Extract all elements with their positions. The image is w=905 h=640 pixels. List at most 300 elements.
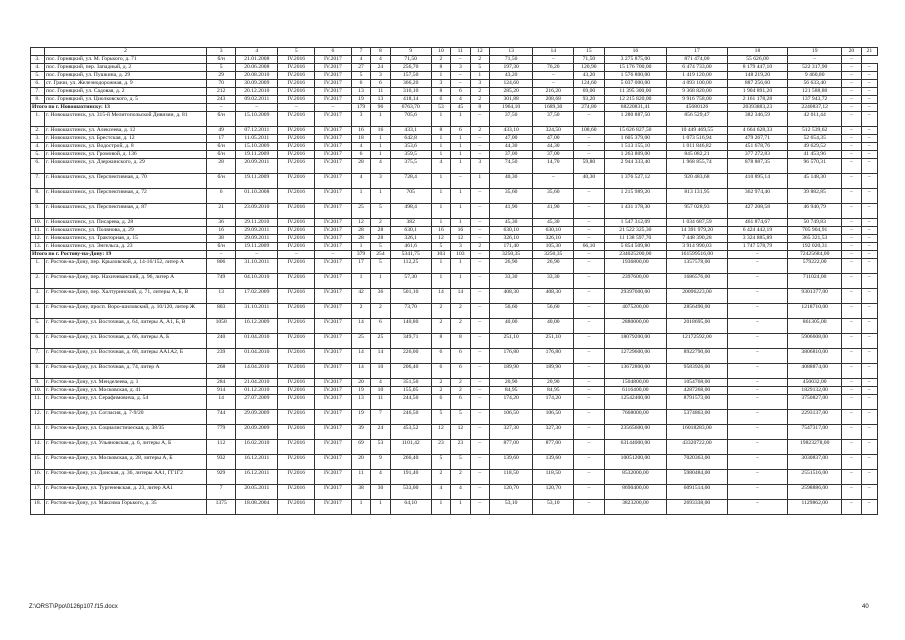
table-cell: IV.2017	[315, 204, 352, 219]
table-cell: 239	[207, 349, 236, 364]
table-cell: 5 854 509,80	[604, 243, 667, 251]
table-cell: 10051200,00	[604, 455, 667, 470]
table-row	[31, 364, 878, 379]
table-cell: 877,00	[490, 440, 533, 455]
table-cell: 20393883,23	[727, 104, 788, 112]
table-cell: 25	[371, 334, 390, 349]
column-number-cell: 4	[236, 48, 278, 56]
table-cell: –	[574, 235, 604, 243]
table-cell: –	[574, 189, 604, 204]
table-cell: –	[861, 219, 877, 227]
table-cell: 453,52	[390, 425, 431, 440]
table-cell: 73,70	[390, 304, 431, 319]
table-row	[31, 143, 878, 151]
table-cell: –	[861, 304, 877, 319]
table-cell: –	[574, 470, 604, 485]
table-cell: 20.09.2011	[236, 159, 278, 174]
table-cell: –	[470, 425, 489, 440]
table-cell: –	[470, 440, 489, 455]
table-cell: 2	[470, 88, 489, 96]
table-cell: 2	[371, 219, 390, 227]
table-cell: 5980484,00	[667, 470, 728, 485]
footer-file-path: Z:\ORST\Ppo\0126p107.f15.docx	[29, 604, 118, 610]
table-cell: –	[842, 349, 861, 364]
table-cell: 21	[207, 204, 236, 219]
table-row	[31, 243, 878, 251]
table-cell: 24	[371, 64, 390, 72]
table-cell: IV.2016	[278, 135, 315, 143]
table-cell: 11.	[31, 395, 45, 410]
column-number-cell: 13	[490, 48, 533, 56]
table-cell: –	[727, 304, 788, 319]
address-cell: г. Новошахтинск, ул. Перспективная, д. 70	[45, 174, 207, 189]
table-cell: IV.2017	[315, 440, 352, 455]
table-cell: 8532000,00	[604, 470, 667, 485]
table-cell: IV.2016	[278, 259, 315, 274]
table-row	[31, 219, 878, 227]
table-cell: 246,50	[390, 410, 431, 425]
table-cell: 43320722,00	[667, 440, 728, 455]
table-row	[31, 135, 878, 143]
table-cell: 5	[470, 64, 489, 72]
table-cell: 2.	[31, 274, 45, 289]
table-cell: 2	[451, 470, 470, 485]
table-cell: 5341,75	[390, 251, 431, 259]
address-cell: г. Ростов-на-Дону, ул. Тургеневская, д. 23, литер АА1	[45, 485, 207, 500]
table-cell: 41 453,96	[788, 151, 842, 159]
table-cell: 20.09.2009	[236, 425, 278, 440]
address-cell: пос. Горняцкий, ул. Садовая, д. 2	[45, 88, 207, 96]
table-cell: IV.2017	[315, 64, 352, 72]
table-row	[31, 159, 878, 174]
table-cell: 6	[451, 364, 470, 379]
address-cell: г. Новошахтинск, ул. Энгельса, д. 23	[45, 243, 207, 251]
table-cell: IV.2016	[278, 189, 315, 204]
table-cell: –	[842, 151, 861, 159]
table-cell: IV.2017	[315, 56, 352, 64]
table-cell: 13	[351, 395, 370, 410]
table-cell: 120,70	[490, 485, 533, 500]
table-cell: 6	[371, 80, 390, 88]
table-cell: 20	[351, 379, 370, 387]
table-cell: 29397600,00	[604, 289, 667, 304]
table-cell: –	[861, 274, 877, 289]
table-cell: 174,20	[490, 395, 533, 410]
table-cell: 17	[351, 259, 370, 274]
table-cell: 920 483,68	[667, 174, 728, 189]
table-cell: 12	[431, 425, 450, 440]
table-row	[31, 485, 878, 500]
column-number-cell: 15	[574, 48, 604, 56]
address-cell: г. Новошахтинск, ул. Перспективная, д. 87	[45, 204, 207, 219]
table-cell: 5 037 000,00	[604, 80, 667, 88]
table-cell: 1	[451, 219, 470, 227]
table-cell: 12.	[31, 410, 45, 425]
table-cell: 120,70	[533, 485, 574, 500]
table-cell: –	[574, 379, 604, 387]
table-cell: 47,00	[533, 135, 574, 143]
table-cell: 2693338,00	[667, 500, 728, 515]
table-cell: 6.	[31, 159, 45, 174]
table-row	[31, 470, 878, 485]
table-cell: –	[574, 425, 604, 440]
table-cell: 7547317,00	[788, 425, 842, 440]
table-cell: –	[574, 274, 604, 289]
table-cell: –	[574, 410, 604, 425]
table-cell: –	[727, 500, 788, 515]
table-cell: –	[470, 235, 489, 243]
address-cell: г. Ростов-на-Дону, ул. Московская, д. 28, литеры А, Б	[45, 455, 207, 470]
column-number-cell: 2	[45, 48, 207, 56]
table-cell: IV.2017	[315, 455, 352, 470]
table-cell: 14.	[31, 440, 45, 455]
column-number-cell: 7	[351, 48, 370, 56]
table-cell: –	[842, 395, 861, 410]
table-cell: –	[727, 455, 788, 470]
table-cell: –	[842, 80, 861, 88]
table-cell: –	[842, 470, 861, 485]
address-cell: г. Ростов-на-Дону, ул. Социалистическая, д. 38/35	[45, 425, 207, 440]
table-cell: 37,00	[533, 151, 574, 159]
table-cell: 1 011 846,82	[667, 143, 728, 151]
table-row	[31, 334, 878, 349]
table-cell: 254	[371, 251, 390, 259]
table-cell: 6	[431, 364, 450, 379]
table-cell: 124,60	[574, 80, 604, 88]
table-cell: –	[470, 219, 489, 227]
table-cell: 63144000,00	[604, 440, 667, 455]
table-cell: 887 256,60	[727, 80, 788, 88]
table-cell: 6.	[31, 334, 45, 349]
table-cell: –	[315, 104, 352, 112]
table-cell: 362 974,40	[727, 189, 788, 204]
table-cell: –	[861, 104, 877, 112]
table-cell: –	[574, 135, 604, 143]
address-cell: г. Ростов-на-Дону, ул. Московская, д. 41	[45, 387, 207, 395]
table-cell: 9	[371, 455, 390, 470]
table-cell: 705,6	[390, 112, 431, 127]
address-cell: г. Ростов-на-Дону, пер. Нахичеванский, д. 96, литер А	[45, 274, 207, 289]
table-cell: 6	[451, 127, 470, 135]
table-cell: 38	[207, 235, 236, 243]
table-cell: –	[470, 470, 489, 485]
table-cell: 212	[207, 88, 236, 96]
table-cell: 9301377,00	[788, 289, 842, 304]
table-cell: IV.2017	[315, 349, 352, 364]
table-cell: 450032,00	[788, 379, 842, 387]
table-cell: 161599516,00	[667, 251, 728, 259]
table-cell: 14.04.2010	[236, 364, 278, 379]
table-cell: IV.2017	[315, 387, 352, 395]
table-cell: 1.	[31, 112, 45, 127]
table-cell: –	[470, 135, 489, 143]
table-cell: 4088874,00	[788, 364, 842, 379]
table-cell: 28	[351, 227, 370, 235]
table-cell: –	[278, 251, 315, 259]
address-cell: г. Новошахтинск, ул. Дзержинского, д. 29	[45, 159, 207, 174]
table-cell: 6	[451, 349, 470, 364]
table-cell: 56,60	[533, 304, 574, 319]
table-cell: –	[842, 143, 861, 151]
table-cell: IV.2016	[278, 470, 315, 485]
table-cell: 1964,10	[490, 104, 533, 112]
table-cell: –	[574, 440, 604, 455]
table-cell: 8690400,00	[604, 485, 667, 500]
table-cell: 16.	[31, 470, 45, 485]
table-cell: 301,88	[490, 96, 533, 104]
table-cell: 1	[371, 135, 390, 143]
table-cell: IV.2017	[315, 174, 352, 189]
table-cell: 37,00	[490, 151, 533, 159]
table-cell: 29.09.2011	[236, 227, 278, 235]
table-cell: 1	[431, 219, 450, 227]
table-cell: 01.04.2010	[236, 334, 278, 349]
table-cell: 856 529,47	[667, 112, 728, 127]
table-cell: 1	[431, 112, 450, 127]
subtotal-row	[31, 251, 878, 259]
table-cell: 105,30	[533, 243, 574, 251]
table-cell: 2	[470, 243, 489, 251]
table-cell: 5	[431, 455, 450, 470]
table-cell: 179	[351, 104, 370, 112]
table-cell: 408,30	[490, 289, 533, 304]
table-cell: 30.09.2009	[236, 80, 278, 88]
table-cell: –	[727, 319, 788, 334]
table-cell: 11 138 597,70	[604, 235, 667, 243]
table-cell: IV.2017	[315, 485, 352, 500]
table-cell: 56,60	[490, 304, 533, 319]
table-cell: 33,30	[533, 274, 574, 289]
table-cell: 8	[431, 127, 450, 135]
table-cell: 1	[451, 112, 470, 127]
address-cell: г. Ростов-на-Дону, пер. Халтуринский, д. 71, литеры А, Б, В	[45, 289, 207, 304]
table-cell: 189,90	[490, 364, 533, 379]
table-cell: 40,00	[490, 319, 533, 334]
table-cell: –	[727, 379, 788, 387]
table-cell: –	[727, 425, 788, 440]
table-cell: 3	[451, 64, 470, 72]
table-cell: 1	[431, 174, 450, 189]
table-cell: –	[236, 104, 278, 112]
table-cell: 12172592,00	[667, 334, 728, 349]
table-row	[31, 64, 878, 72]
table-cell: 14	[451, 289, 470, 304]
table-cell: 1	[351, 243, 370, 251]
table-cell: 1 073 516,94	[667, 135, 728, 143]
address-cell: г. Ростов-на-Дону, ул. Донская, д. 36, литеры АА1, ГГ1Г2	[45, 470, 207, 485]
column-number-cell: 12	[470, 48, 489, 56]
table-cell: 01.12.2010	[236, 387, 278, 395]
table-cell: 3	[431, 80, 450, 88]
table-cell: 15.	[31, 455, 45, 470]
table-cell: –	[470, 395, 489, 410]
table-cell: –	[727, 251, 788, 259]
table-cell: 121 588,80	[788, 88, 842, 96]
table-cell: 427 208,58	[727, 204, 788, 219]
table-cell: –	[861, 243, 877, 251]
table-cell: IV.2017	[315, 235, 352, 243]
table-cell: –	[842, 274, 861, 289]
table-cell: –	[861, 334, 877, 349]
table-cell: –	[470, 189, 489, 204]
table-cell: 3750827,00	[788, 395, 842, 410]
table-cell: 1	[451, 143, 470, 151]
table-cell: б/н	[207, 143, 236, 151]
table-cell: 18.08.2004	[236, 500, 278, 515]
table-cell: 324,50	[533, 127, 574, 135]
table-cell: 12729600,00	[604, 349, 667, 364]
table-cell: 27	[351, 64, 370, 72]
table-cell: 15 626 827,50	[604, 127, 667, 135]
table-cell: –	[861, 135, 877, 143]
table-cell: 501,10	[390, 289, 431, 304]
subtotal-row	[31, 104, 878, 112]
table-cell: –	[842, 259, 861, 274]
table-cell: IV.2016	[278, 80, 315, 88]
table-cell: 20,90	[490, 379, 533, 387]
table-cell: 42	[351, 289, 370, 304]
table-cell: 377 272,83	[727, 151, 788, 159]
table-cell: 1 513 155,10	[604, 143, 667, 151]
table-cell: 2 944 333,40	[604, 159, 667, 174]
table-cell: –	[842, 204, 861, 219]
table-cell: 375,5	[390, 159, 431, 174]
table-cell: –	[574, 319, 604, 334]
table-cell: 14	[351, 319, 370, 334]
table-cell: –	[470, 274, 489, 289]
table-cell: 3 324 885,89	[727, 235, 788, 243]
table-cell: 56 633,40	[788, 80, 842, 88]
address-cell: ст. Грачи, ул. Железнодорожная, д. 9	[45, 80, 207, 88]
table-cell: 16018283,00	[667, 425, 728, 440]
table-cell: 70	[207, 80, 236, 88]
table-cell: 1	[351, 500, 370, 515]
table-cell: –	[727, 364, 788, 379]
table-cell: 20,90	[533, 379, 574, 387]
table-cell: 705	[390, 189, 431, 204]
table-cell: –	[574, 395, 604, 410]
table-cell: 19	[351, 387, 370, 395]
table-cell: 1	[431, 259, 450, 274]
table-cell: –	[788, 56, 842, 64]
table-cell: 3	[371, 174, 390, 189]
table-cell: –	[470, 334, 489, 349]
table-cell: IV.2017	[315, 227, 352, 235]
table-cell: 20.12.2010	[236, 88, 278, 96]
table-cell: IV.2016	[278, 64, 315, 72]
table-cell: 2.	[31, 127, 45, 135]
table-cell: 1 431 178,30	[604, 204, 667, 219]
table-cell: 1 547 312,09	[604, 219, 667, 227]
table-cell: –	[861, 387, 877, 395]
table-cell: 7668000,00	[604, 410, 667, 425]
table-cell: 42 011,44	[788, 112, 842, 127]
table-cell: –	[470, 379, 489, 387]
table-cell: –	[574, 259, 604, 274]
table-row	[31, 395, 878, 410]
table-cell: 15.10.2009	[236, 112, 278, 127]
table-cell: IV.2016	[278, 485, 315, 500]
table-cell: –	[861, 204, 877, 219]
table-cell: –	[574, 289, 604, 304]
table-cell: 15 176 700,00	[604, 64, 667, 72]
table-row	[31, 349, 878, 364]
table-cell: 45 148,30	[788, 174, 842, 189]
table-cell: 5	[431, 243, 450, 251]
table-cell: IV.2017	[315, 500, 352, 515]
table-cell: 23.09.2010	[236, 204, 278, 219]
table-cell: 877,00	[533, 440, 574, 455]
table-cell: –	[574, 151, 604, 159]
table-cell: IV.2017	[315, 274, 352, 289]
table-cell: 93,20	[574, 96, 604, 104]
table-cell: 382	[390, 219, 431, 227]
table-cell: 4 664 628,33	[727, 127, 788, 135]
table-cell: IV.2017	[315, 127, 352, 135]
table-cell: 216,20	[533, 88, 574, 96]
column-number-cell: 3	[207, 48, 236, 56]
table-cell: IV.2017	[315, 259, 352, 274]
table-cell: –	[842, 455, 861, 470]
table-cell: 266,40	[390, 455, 431, 470]
table-cell: 630,10	[490, 227, 533, 235]
table-row	[31, 410, 878, 425]
table-cell: 29.09.2009	[236, 410, 278, 425]
table-cell: 6	[431, 349, 450, 364]
table-cell: IV.2017	[315, 425, 352, 440]
table-cell: 326,10	[490, 235, 533, 243]
table-cell: IV.2016	[278, 379, 315, 387]
address-cell: г. Ростов-на-Дону, пер. Крыловской, д. 14-16/152, литер А	[45, 259, 207, 274]
table-cell: 3	[351, 112, 370, 127]
table-cell: IV.2017	[315, 304, 352, 319]
table-cell: 243	[207, 96, 236, 104]
table-cell: 69	[351, 440, 370, 455]
table-cell: 19823278,00	[788, 440, 842, 455]
table-cell: 4.	[31, 304, 45, 319]
table-cell: 19.11.2009	[236, 174, 278, 189]
column-number-cell: 16	[604, 48, 667, 56]
table-cell: –	[861, 440, 877, 455]
table-cell: 244,50	[390, 395, 431, 410]
table-cell: IV.2017	[315, 80, 352, 88]
table-cell: 16	[207, 227, 236, 235]
table-cell: 13	[207, 289, 236, 304]
table-cell: 630,1	[390, 227, 431, 235]
table-cell: –	[842, 289, 861, 304]
table-cell: 1	[371, 189, 390, 204]
table-cell: IV.2016	[278, 387, 315, 395]
table-cell: 3	[451, 243, 470, 251]
table-cell: –	[470, 304, 489, 319]
table-cell: 3250,35	[533, 251, 574, 259]
table-row	[31, 80, 878, 88]
table-cell: 327,30	[533, 425, 574, 440]
table-cell: –	[727, 349, 788, 364]
table-cell: 9.	[31, 204, 45, 219]
column-number-cell: 9	[390, 48, 431, 56]
table-cell: 1	[371, 500, 390, 515]
table-cell: 17.	[31, 485, 45, 500]
subtotal-label: Итого по г. Новошахтинску: 13	[31, 104, 207, 112]
table-cell: –	[861, 64, 877, 72]
table-cell: 1	[451, 259, 470, 274]
table-cell: –	[842, 135, 861, 143]
table-cell: 3	[470, 80, 489, 88]
table-cell: 16	[431, 227, 450, 235]
table-cell: IV.2016	[278, 395, 315, 410]
table-cell: IV.2016	[278, 334, 315, 349]
